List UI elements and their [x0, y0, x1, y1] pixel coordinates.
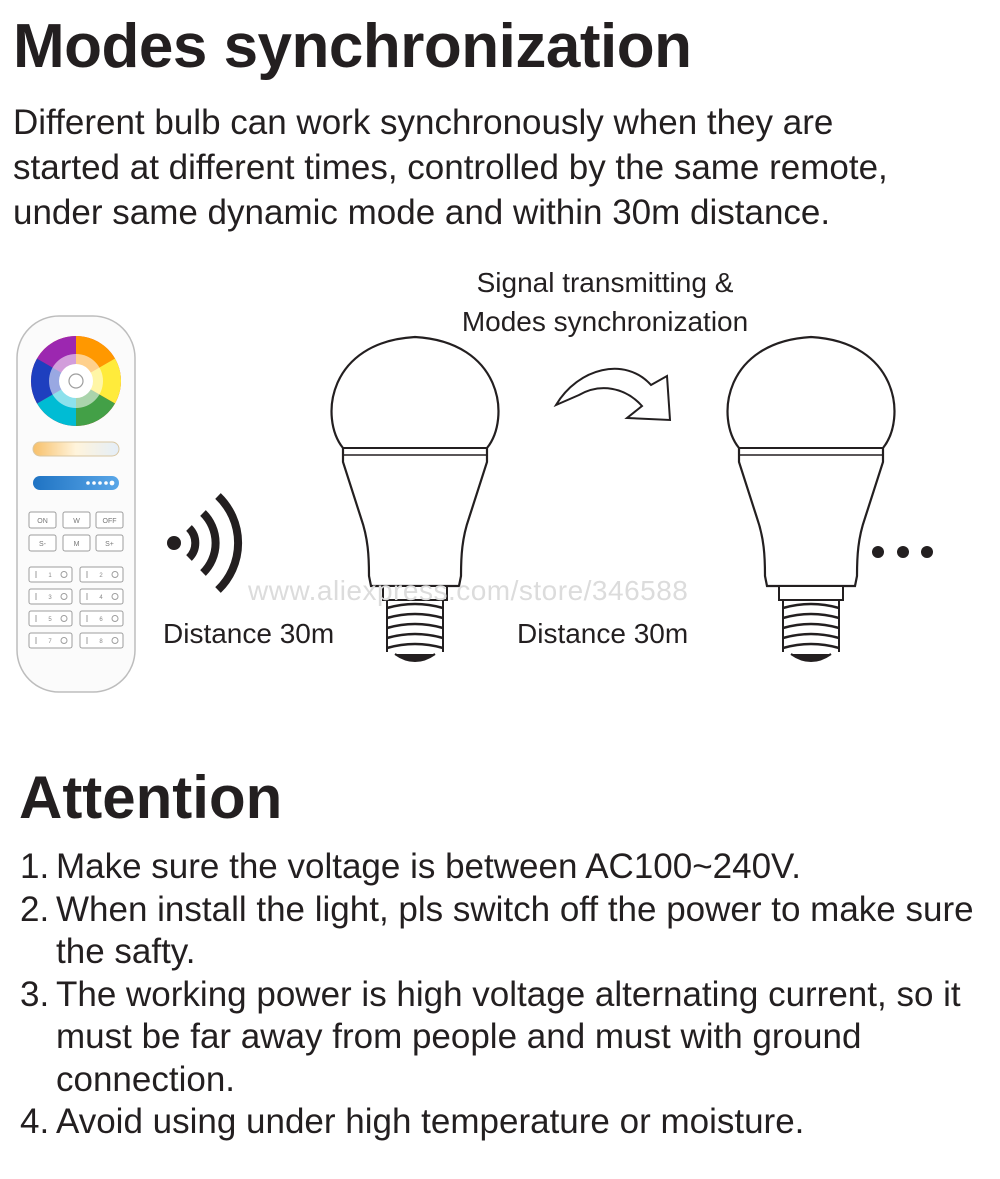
remote-label-s-minus: S-: [39, 541, 46, 548]
zone-label-6: 6: [99, 617, 103, 623]
color-wheel-icon: [31, 336, 121, 426]
list-item: [20, 846, 995, 889]
remote-label-off: OFF: [102, 518, 117, 525]
light-bulb-icon-2: [728, 337, 895, 661]
list-item-text: Make sure the voltage is between AC100~240V.: [56, 847, 801, 886]
remote-label-on: ON: [37, 518, 48, 525]
zone-label-3: 3: [48, 595, 52, 601]
attention-list: [20, 846, 995, 1144]
remote-label-w: W: [73, 518, 80, 525]
intro-line-1: Different bulb can work synchronously when they are: [13, 103, 834, 142]
intro-line-3: under same dynamic mode and within 30m distance.: [13, 193, 831, 232]
list-item-text: The working power is high voltage alternating current, so it must be far away from people and must with ground connection.: [56, 974, 961, 1099]
zone-label-1: 1: [48, 573, 52, 579]
zone-label-8: 8: [99, 639, 103, 645]
watermark-text: www.aliexpress.com/store/346588: [248, 575, 689, 606]
signal-caption: [440, 263, 770, 341]
list-item-number: 3.: [20, 974, 50, 1014]
list-item-number: 1.: [20, 847, 50, 886]
list-item-text: Avoid using under high temperature or moisture.: [56, 1102, 805, 1141]
wireless-signal-icon: [167, 496, 238, 590]
curved-arrow-icon: [556, 369, 670, 420]
remote-label-s-plus: S+: [105, 541, 114, 548]
more-dots-icon: [872, 546, 933, 558]
list-item-number: 2.: [20, 889, 50, 929]
list-item-text: When install the light, pls switch off the power to make sure the safty.: [56, 889, 974, 971]
list-item: [20, 974, 995, 1102]
zone-label-4: 4: [99, 595, 103, 601]
zone-label-7: 7: [48, 639, 52, 645]
distance-label-left: Distance 30m: [163, 618, 335, 649]
intro-line-2: started at different times, controlled by the same remote,: [13, 148, 888, 187]
list-item: [20, 889, 995, 974]
remote-label-m: M: [73, 541, 80, 548]
zone-label-2: 2: [99, 573, 103, 579]
signal-caption-line-1: Signal transmitting &: [476, 267, 734, 298]
list-item: [20, 1101, 995, 1144]
section-title-attention: Attention: [19, 764, 283, 831]
remote-control: [17, 316, 135, 692]
section-title-modes-sync: Modes synchronization: [13, 12, 692, 81]
cct-slider: [33, 442, 119, 456]
list-item-number: 4.: [20, 1102, 50, 1141]
zone-label-5: 5: [48, 617, 52, 623]
light-bulb-icon: [332, 337, 499, 661]
distance-label-right: Distance 30m: [517, 618, 689, 649]
signal-caption-line-2: Modes synchronization: [461, 306, 749, 337]
